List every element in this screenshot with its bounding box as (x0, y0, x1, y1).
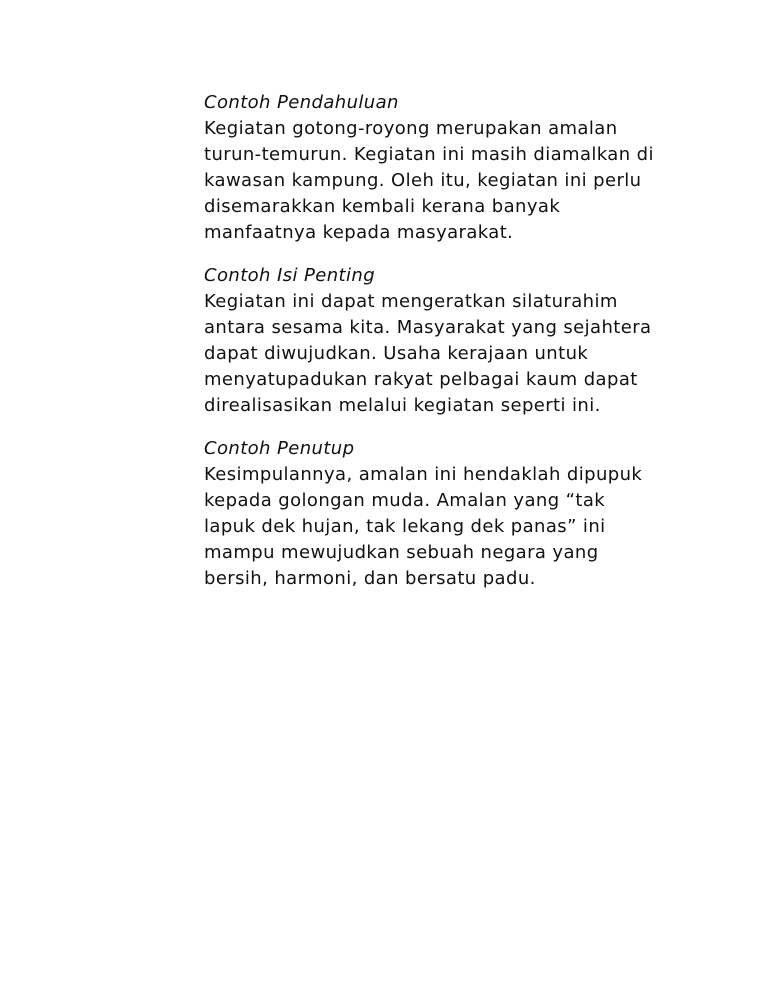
paragraph-line: turun-temurun. Kegiatan ini masih diamalkan di (204, 144, 654, 165)
document-page (204, 90, 704, 609)
paragraph-line: lapuk dek hujan, tak lekang dek panas” ini (204, 516, 606, 537)
section-penutup (204, 436, 704, 592)
paragraph-line: Kegiatan gotong-royong merupakan amalan (204, 118, 618, 139)
section-pendahuluan (204, 90, 704, 246)
section-isi-penting (204, 263, 704, 419)
paragraph-line: Kegiatan ini dapat mengeratkan silaturahim (204, 291, 618, 312)
paragraph-line: disemarakkan kembali kerana banyak (204, 196, 561, 217)
paragraph-line: Kesimpulannya, amalan ini hendaklah dipupuk (204, 464, 643, 485)
paragraph-line: kawasan kampung. Oleh itu, kegiatan ini perlu (204, 170, 642, 191)
paragraph-line: dapat diwujudkan. Usaha kerajaan untuk (204, 343, 589, 364)
paragraph-line: mampu mewujudkan sebuah negara yang (204, 542, 599, 563)
paragraph-line: direalisasikan melalui kegiatan seperti ini. (204, 395, 601, 416)
section-heading: Contoh Isi Penting (204, 265, 376, 286)
paragraph-line: antara sesama kita. Masyarakat yang sejahtera (204, 317, 652, 338)
section-heading: Contoh Pendahuluan (204, 92, 399, 113)
paragraph-line: kepada golongan muda. Amalan yang “tak (204, 490, 606, 511)
paragraph-line: bersih, harmoni, dan bersatu padu. (204, 568, 536, 589)
paragraph-line: menyatupadukan rakyat pelbagai kaum dapat (204, 369, 638, 390)
paragraph-line: manfaatnya kepada masyarakat. (204, 222, 514, 243)
section-heading: Contoh Penutup (204, 438, 355, 459)
